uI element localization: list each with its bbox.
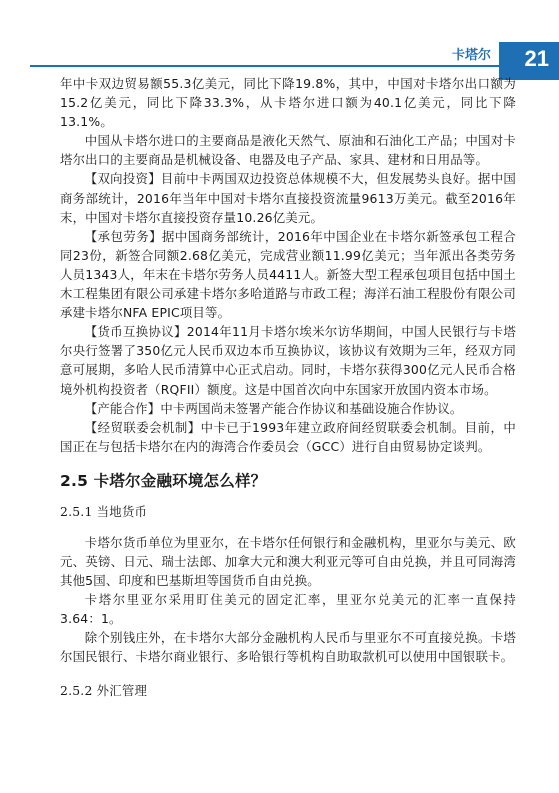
page-body	[60, 74, 516, 712]
paragraph-bilateral-investment: 【双向投资】目前中卡两国双边投资总体规模不大，但发展势头良好。据中国商务部统计，2016年当年中国对卡塔尔直接投资流量9613万美元。截至2016年末，中国对卡塔尔直接投资存量10.26亿美元。	[60, 171, 516, 225]
subsection-heading-local-currency: 2.5.1 当地货币	[60, 503, 148, 519]
paragraph-trade-volume: 年中卡双边贸易额55.3亿美元，同比下降19.8%，其中，中国对卡塔尔出口额为15.2亿美元，同比下降33.3%，从卡塔尔进口额为40.1亿美元，同比下降13.1%。	[60, 76, 516, 130]
paragraph-rmb-exchange: 除个别钱庄外，在卡塔尔大部分金融机构人民币与里亚尔不可直接兑换。卡塔尔国民银行、卡塔尔商业银行、多哈银行等机构自助取款机可以使用中国银联卡。	[60, 630, 516, 665]
paragraph-main-goods: 中国从卡塔尔进口的主要商品是液化天然气、原油和石油化工产品；中国对卡塔尔出口的主要商品是机械设备、电器及电子产品、家具、建材和日用品等。	[60, 133, 516, 168]
paragraph-contracting-labor: 【承包劳务】据中国商务部统计，2016年中国企业在卡塔尔新签承包工程合同23份，新签合同额2.68亿美元，完成营业额11.99亿美元；当年派出各类劳务人员1343人，年末在卡塔尔劳务人员4411人。新签大型工程承包项目包括中国土木工程集团有限公司承建卡塔尔多哈道路与市政工程；海洋石油工程股份有限公司承建卡塔尔NFA EPIC项目等。	[60, 228, 516, 321]
paragraph-capacity-cooperation: 【产能合作】中卡两国尚未签署产能合作协议和基础设施合作协议。	[84, 400, 463, 416]
page-number: 21	[524, 46, 549, 71]
subsection-heading-forex-management: 2.5.2 外汇管理	[60, 682, 148, 698]
paragraph-currency-unit: 卡塔尔货币单位为里亚尔，在卡塔尔任何银行和金融机构，里亚尔与美元、欧元、英镑、日元、瑞士法郎、加拿大元和澳大利亚元等可自由兑换，并且可同海湾其他5国、印度和巴基斯坦等国货币自由兑换。	[60, 534, 516, 589]
paragraph-currency-swap: 【货币互换协议】2014年11月卡塔尔埃米尔访华期间，中国人民银行与卡塔尔央行签署了350亿元人民币双边本币互换协议，该协议有效期为三年，经双方同意可展期，多哈人民币清算中心正式启动。同时，卡塔尔获得300亿元人民币合格境外机构投资者（RQFII）额度。这是中国首次向中东国家开放国内资本市场。	[60, 324, 516, 397]
header-rule	[30, 65, 500, 67]
paragraph-joint-committee: 【经贸联委会机制】中卡已于1993年建立政府间经贸联委会机制。目前，中国正在与包括卡塔尔在内的海湾合作委员会（GCC）进行自由贸易协定谈判。	[60, 419, 516, 454]
running-header-country: 卡塔尔	[452, 48, 492, 63]
section-heading: 2.5 卡塔尔金融环境怎么样？	[60, 471, 267, 490]
paragraph-exchange-rate: 卡塔尔里亚尔采用盯住美元的固定汇率，里亚尔兑美元的汇率一直保持3.64：1。	[60, 592, 516, 627]
